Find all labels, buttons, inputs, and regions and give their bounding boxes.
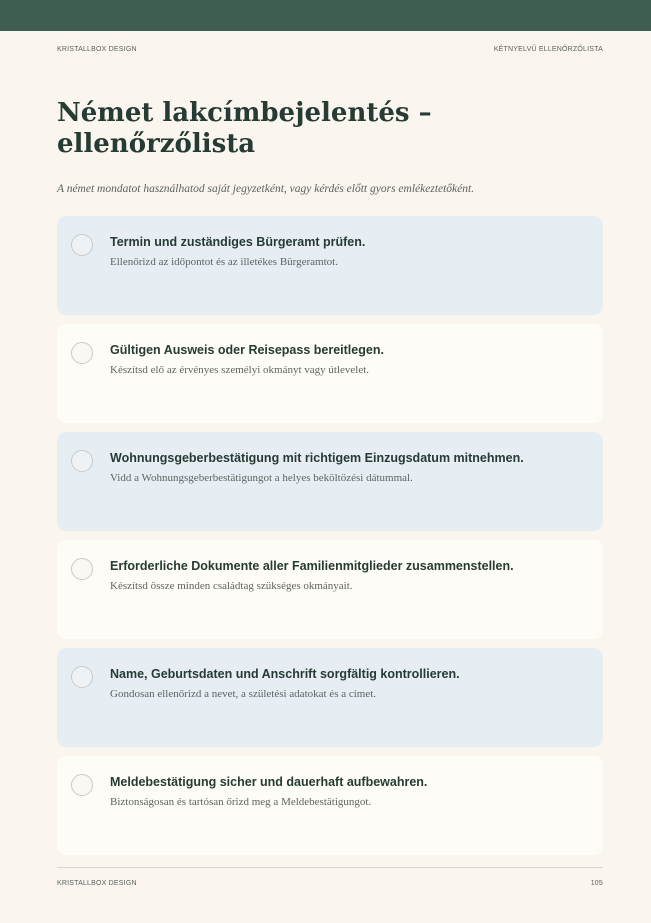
checklist-item[interactable] <box>57 216 603 315</box>
item-german-text: Name, Geburtsdaten und Anschrift sorgfältig kontrollieren. <box>110 667 460 681</box>
checkbox-circle-icon[interactable] <box>71 450 93 472</box>
checkbox-circle-icon[interactable] <box>71 558 93 580</box>
top-accent-bar <box>0 0 651 31</box>
item-german-text: Meldebestätigung sicher und dauerhaft aufbewahren. <box>110 775 428 789</box>
checklist-item[interactable] <box>57 540 603 639</box>
page-title: Német lakcímbejelentés – ellenőrzőlista <box>57 98 432 159</box>
checkbox-circle-icon[interactable] <box>71 774 93 796</box>
checklist-item[interactable] <box>57 648 603 747</box>
item-hungarian-text: Ellenőrizd az időpontot és az illetékes Bürgeramtot. <box>110 256 338 268</box>
checkbox-circle-icon[interactable] <box>71 234 93 256</box>
page-number: 105 <box>590 880 603 887</box>
header-brand: KRISTALLBOX DESIGN <box>57 46 137 53</box>
item-german-text: Gültigen Ausweis oder Reisepass bereitlegen. <box>110 343 384 357</box>
checklist-item[interactable] <box>57 324 603 423</box>
item-hungarian-text: Készítsd elő az érvényes személyi okmányt vagy útlevelet. <box>110 364 370 376</box>
checkbox-circle-icon[interactable] <box>71 666 93 688</box>
checkbox-circle-icon[interactable] <box>71 342 93 364</box>
item-hungarian-text: Készítsd össze minden családtag szükséges okmányait. <box>110 580 353 592</box>
checklist-item[interactable] <box>57 756 603 855</box>
footer-divider <box>57 867 603 868</box>
header-section-label: KÉTNYELVŰ ELLENŐRZŐLISTA <box>493 46 603 53</box>
item-german-text: Erforderliche Dokumente aller Familienmitglieder zusammenstellen. <box>110 559 514 573</box>
item-hungarian-text: Gondosan ellenőrizd a nevet, a születési adatokat és a címet. <box>110 688 377 700</box>
checklist <box>57 216 603 864</box>
item-hungarian-text: Biztonságosan és tartósan őrizd meg a Meldebestätigungot. <box>110 796 372 808</box>
item-german-text: Termin und zuständiges Bürgeramt prüfen. <box>110 235 366 249</box>
checklist-item[interactable] <box>57 432 603 531</box>
item-hungarian-text: Vidd a Wohnungsgeberbestätigungot a helyes beköltözési dátummal. <box>110 472 413 484</box>
footer-brand: KRISTALLBOX DESIGN <box>57 880 137 887</box>
page-subtitle: A német mondatot használhatod saját jegyzetként, vagy kérdés előtt gyors emlékeztetőként. <box>57 183 475 195</box>
item-german-text: Wohnungsgeberbestätigung mit richtigem Einzugsdatum mitnehmen. <box>110 451 524 465</box>
